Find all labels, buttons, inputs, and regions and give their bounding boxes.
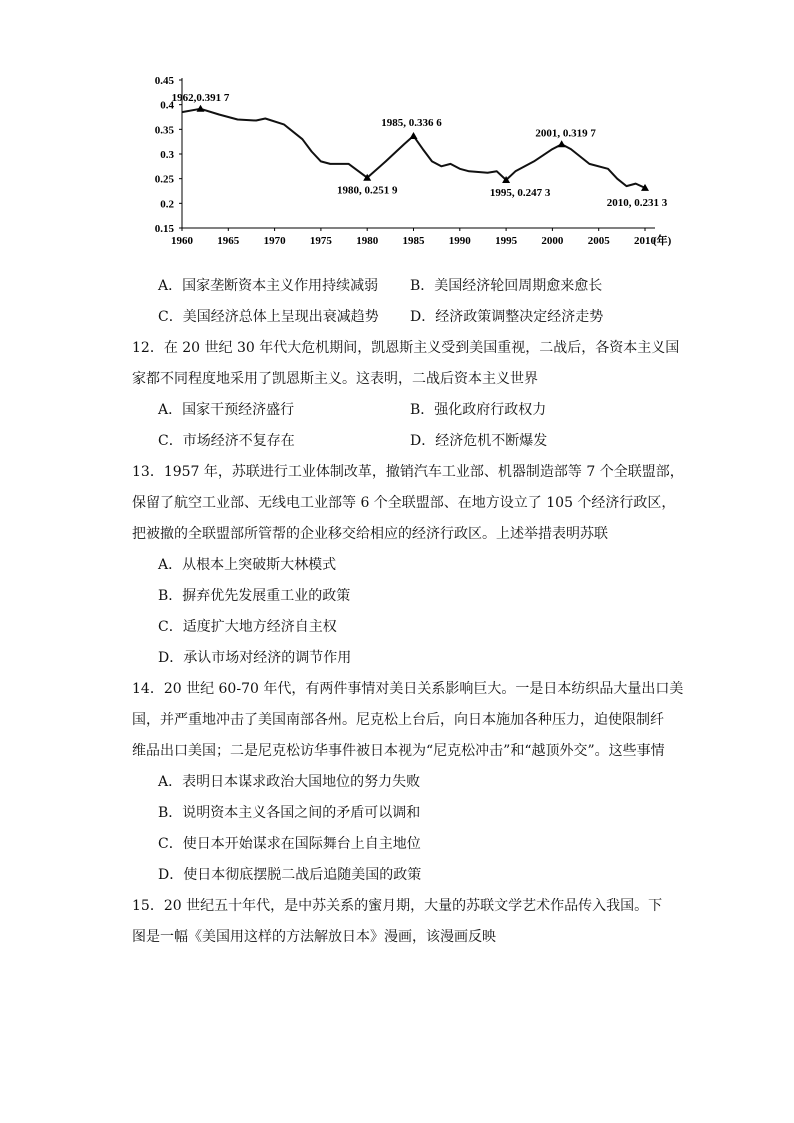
data-point-label: 1962,0.391 7 <box>171 91 230 104</box>
x-tick-label: 2000 <box>541 235 564 247</box>
q15-stem-line-2: 图是一幅《美国用这样的方法解放日本》漫画，该漫画反映 <box>132 929 496 945</box>
data-point-label: 1995, 0.247 3 <box>489 186 551 199</box>
x-axis-unit-label: (年) <box>653 235 672 247</box>
q11-option-a: A．国家垄断资本主义作用持续减弱 <box>158 278 379 294</box>
x-tick-label: 2005 <box>587 235 610 247</box>
x-tick-label: 1975 <box>309 235 332 247</box>
q12-stem-line-2: 家都不同程度地采用了凯恩斯主义。这表明，二战后资本主义世界 <box>132 371 538 387</box>
line-chart <box>140 68 680 248</box>
x-tick-label: 1960 <box>171 235 193 247</box>
q14-option-c: C．使日本开始谋求在国际舞台上自主地位 <box>158 836 421 852</box>
x-tick-label: 1985 <box>402 235 425 247</box>
y-tick-label: 0.2 <box>160 198 174 211</box>
q12-option-a: A．国家干预经济盛行 <box>158 402 295 418</box>
q12-option-c: C．市场经济不复存在 <box>158 433 295 449</box>
q14-option-b: B．说明资本主义各国之间的矛盾可以调和 <box>158 805 421 821</box>
data-point-label: 2010, 0.231 3 <box>606 196 668 209</box>
q13-option-a: A．从根本上突破斯大林模式 <box>158 557 337 573</box>
q11-option-b: B．美国经济轮回周期愈来愈长 <box>410 278 603 294</box>
q12-option-b: B．强化政府行政权力 <box>410 402 547 418</box>
q12-stem-line-1: 12．在 20 世纪 30 年代大危机期间，凯恩斯主义受到美国重视，二战后，各资本主义国 <box>132 340 680 356</box>
data-point-marker <box>410 132 418 139</box>
x-tick-label: 1965 <box>217 235 240 247</box>
q14-stem-line-2: 国，并严重地冲击了美国南部各州。尼克松上台后，向日本施加各种压力，迫使限制纤 <box>132 712 664 728</box>
q11-option-c: C．美国经济总体上呈现出衰减趋势 <box>158 309 379 325</box>
chart-axes <box>182 78 655 228</box>
q13-stem-line-3: 把被撤的全联盟部所管帮的企业移交给相应的经济行政区。上述举措表明苏联 <box>132 526 608 542</box>
q13-option-c: C．适度扩大地方经济自主权 <box>158 619 337 635</box>
data-point-marker <box>558 140 566 147</box>
q13-option-b: B．摒弃优先发展重工业的政策 <box>158 588 351 604</box>
q13-option-d: D．承认市场对经济的调节作用 <box>158 650 352 666</box>
q15-stem-line-1: 15．20 世纪五十年代，是中苏关系的蜜月期，大量的苏联文学艺术作品传入我国。下 <box>132 898 663 914</box>
y-tick-label: 0.35 <box>154 124 174 137</box>
y-tick-label: 0.15 <box>154 223 174 235</box>
y-tick-label: 0.25 <box>154 173 174 186</box>
q14-option-a: A．表明日本谋求政治大国地位的努力失败 <box>158 774 421 790</box>
q11-option-d: D．经济政策调整决定经济走势 <box>410 309 604 325</box>
q14-option-d: D．使日本彻底摆脱二战后追随美国的政策 <box>158 867 422 883</box>
chart-annotations <box>172 92 668 209</box>
y-tick-label: 0.45 <box>154 75 174 87</box>
y-tick-label: 0.3 <box>160 149 174 161</box>
chart-ticks <box>155 75 672 247</box>
q12-option-d: D．经济危机不断爆发 <box>410 433 548 449</box>
x-tick-label: 1970 <box>263 235 286 247</box>
q13-stem-line-2: 保留了航空工业部、无线电工业部等 6 个全联盟部、在地方设立了 105 个经济行政区， <box>132 495 676 511</box>
data-point-label: 1985, 0.336 6 <box>381 116 442 129</box>
y-tick-label: 0.4 <box>160 99 174 112</box>
data-point-label: 1980, 0.251 9 <box>336 184 398 197</box>
x-tick-label: 1980 <box>356 235 379 247</box>
q14-stem-line-1: 14．20 世纪 60-70 年代，有两件事情对美日关系影响巨大。一是日本纺织品大量出口美 <box>132 681 684 697</box>
q14-stem-line-3: 维品出口美国；二是尼克松访华事件被日本视为“尼克松冲击”和“越顶外交”。这些事情 <box>132 743 665 759</box>
q13-stem-line-1: 13．1957 年，苏联进行工业体制改革，撤销汽车工业部、机器制造部等 7 个全联盟部， <box>132 464 684 480</box>
x-tick-label: 1990 <box>448 235 471 247</box>
x-tick-label: 1995 <box>495 235 518 247</box>
x-tick-label: 2010 <box>634 235 656 247</box>
data-point-marker <box>197 105 205 112</box>
data-point-label: 2001, 0.319 7 <box>535 127 596 140</box>
